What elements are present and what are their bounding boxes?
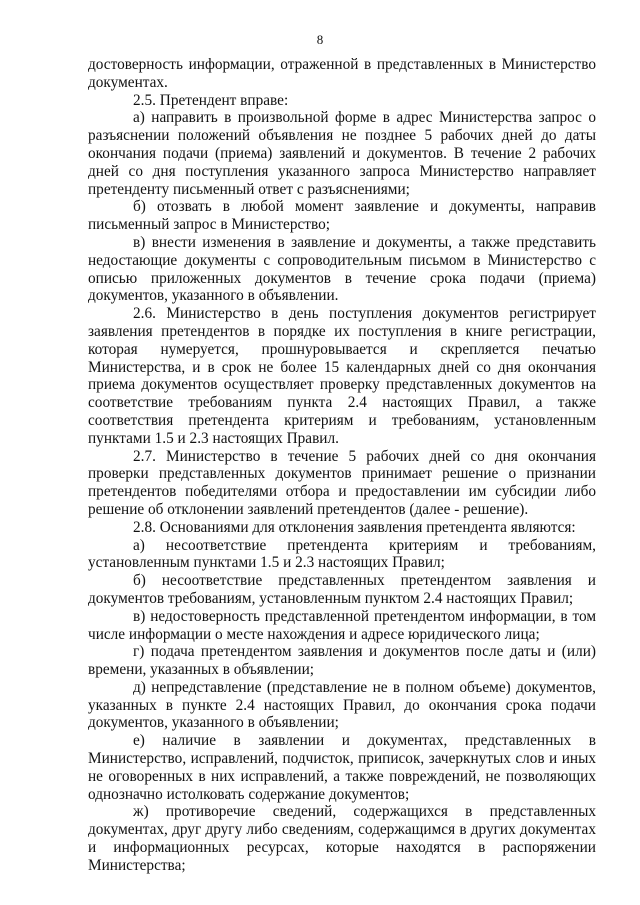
paragraph-2-8-b: б) несоответствие представленных претендентом заявления и документов требованиям, установленным пунктом 2.4 настоящих Правил; [88, 572, 596, 607]
paragraph-2-8: 2.8. Основаниями для отклонения заявления претендента являются: [133, 518, 576, 536]
paragraph-2-5: 2.5. Претендент вправе: [133, 91, 289, 109]
paragraph-2-8-a: а) несоответствие претендента критериям и требованиям, установленным пунктами 1.5 и 2.3 настоящих Правил; [88, 536, 596, 572]
page-number: 8 [316, 32, 324, 47]
paragraph-2-8-v: в) недостоверность представленной претендентом информации, в том числе информации о месте нахождения и адресе юридического лица; [88, 607, 596, 643]
paragraph-2-8-e: е) наличие в заявлении и документах, представленных в Министерство, исправлений, подчисток, приписок, зачеркнутых слов и иных не оговоренных в них исправлений, а также повреждений, не позволяющих однозначно истолковать содержание документов; [88, 732, 596, 803]
paragraph-2-5-a: а) направить в произвольной форме в адрес Министерства запрос о разъяснении положений объявления не позднее 5 рабочих дней до даты окончания подачи (приема) заявлений и документов. В течение 2 рабочих дней со дня поступления указанного запроса Министерство направляет претенденту письменный ответ с разъяснениями; [88, 109, 596, 198]
paragraph-2-5-v: в) внести изменения в заявление и документы, а также представить недостающие документы с сопроводительным письмом в Министерство с описью приложенных документов в течение срока подачи (приема) документов, указанного в объявлении. [88, 233, 596, 305]
paragraph-2-6: 2.6. Министерство в день поступления документов регистрирует заявления претендентов в порядке их поступления в книге регистрации, которая нумеруется, прошнуровывается и скрепляется печатью Министерства, и в срок не более 15 календарных дней со дня окончания приема документов осуществляет проверку представленных документов на соответствие требованиям пункта 2.4 настоящих Правил, а также соответствия претендента критериям и требованиям, установленным пунктами 1.5 и 2.3 настоящих Правил. [88, 305, 596, 447]
paragraph-2-8-g: г) подача претендентом заявления и документов после даты и (или) времени, указанных в объявлении; [88, 643, 596, 679]
paragraph-2-8-d: д) непредставление (представление не в полном объеме) документов, указанных в пункте 2.4 настоящих Правил, до окончания срока подачи документов, указанного в объявлении; [88, 678, 596, 732]
paragraph-2-7: 2.7. Министерство в течение 5 рабочих дней со дня окончания проверки представленных документов принимает решение о признании претендентов победителями отбора и предоставлении им субсидии либо решение об отклонении заявлений претендентов (далее - решение). [88, 447, 596, 518]
paragraph-2-5-b: б) отозвать в любой момент заявление и документы, направив письменный запрос в Министерство; [88, 198, 596, 234]
document-body [88, 56, 596, 875]
paragraph-2-8-zh: ж) противоречие сведений, содержащихся в представленных документах, друг другу либо сведениям, содержащимся в других документах и информационных ресурсах, которые находятся в распоряжении Министерства; [88, 803, 596, 874]
paragraph-continuation: достоверность информации, отраженной в представленных в Министерство документах. [88, 56, 596, 91]
